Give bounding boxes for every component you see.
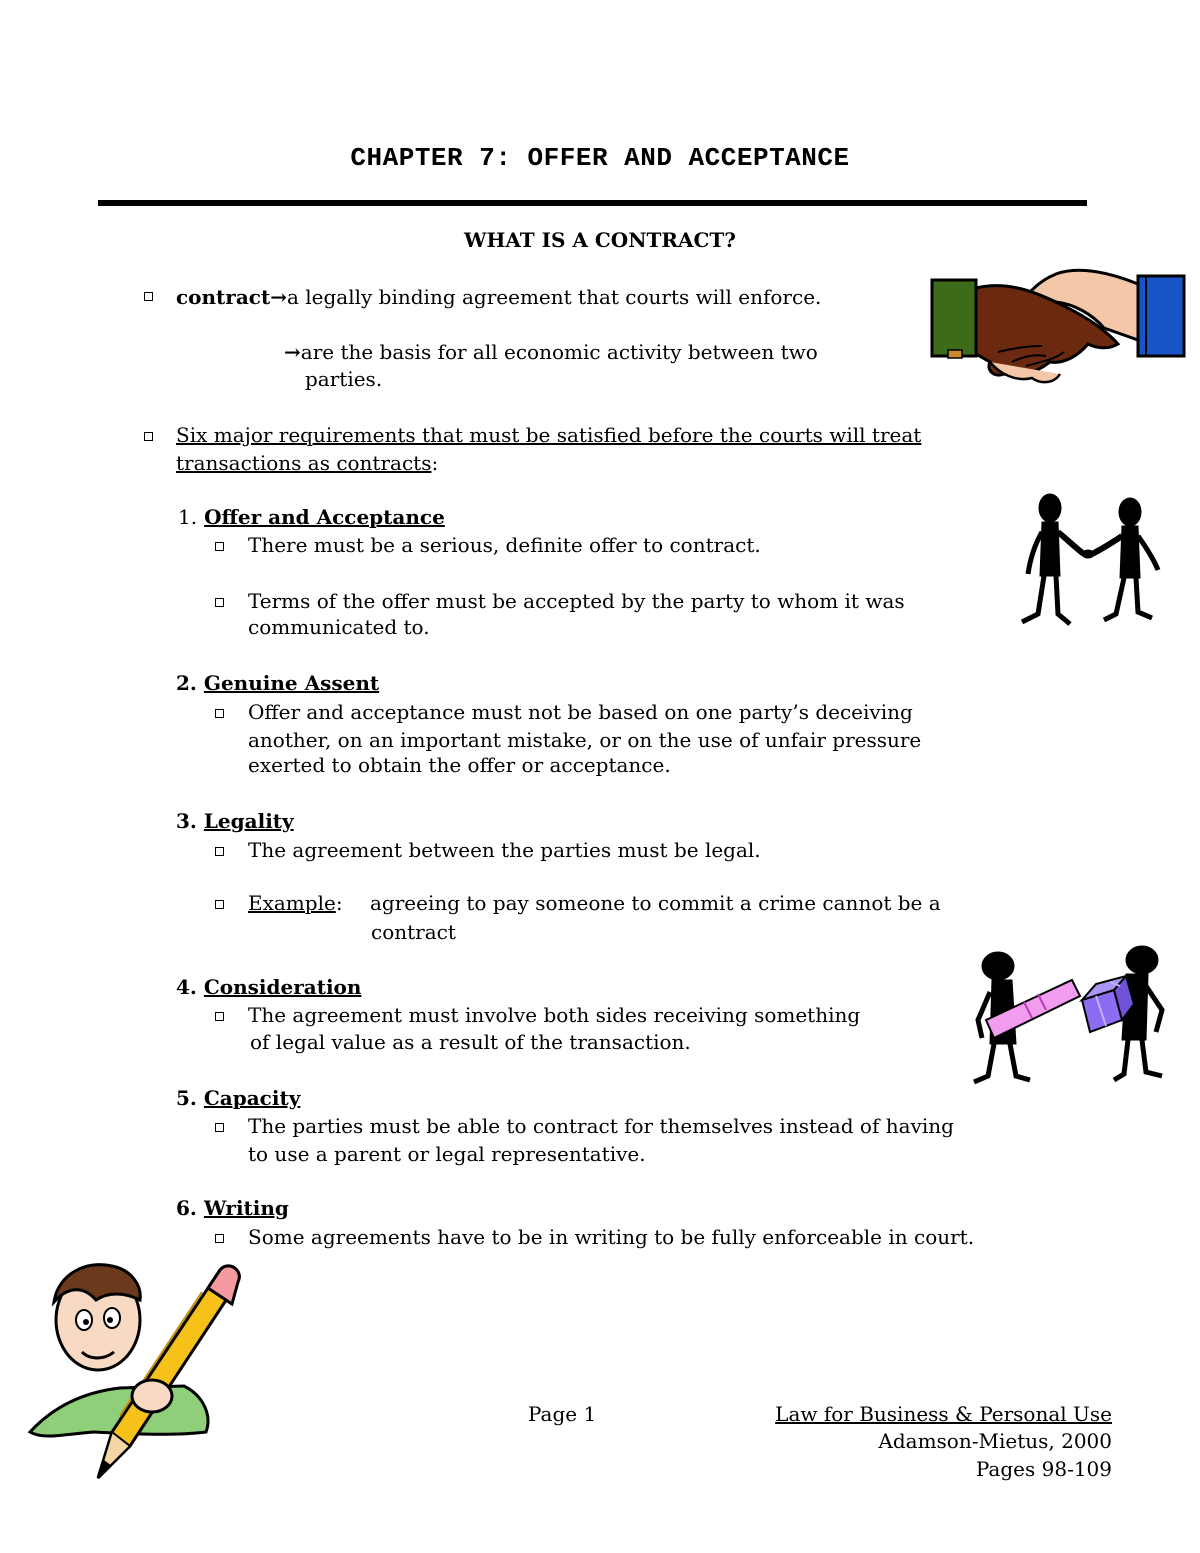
bullet-text: The agreement between the parties must be legal. — [248, 838, 761, 862]
definition-term: contract — [176, 285, 271, 309]
section-heading: WHAT IS A CONTRACT? — [463, 228, 737, 252]
requirement-title: Legality — [203, 809, 294, 833]
example-label: Example — [248, 891, 336, 915]
page-title: CHAPTER 7: OFFER AND ACCEPTANCE — [350, 143, 850, 173]
title-rule — [98, 200, 1087, 206]
arrow-glyph: → — [270, 285, 287, 309]
requirement-title: Capacity — [203, 1086, 301, 1110]
requirement-number: 2. — [176, 671, 197, 695]
bullet-text: The agreement must involve both sides receiving something — [248, 1003, 861, 1027]
bullet-box — [144, 292, 153, 301]
bullet-box — [215, 847, 224, 856]
bullet-box — [215, 1012, 224, 1021]
requirements-intro-line-2: transactions as contracts: — [176, 451, 439, 475]
example-line-1: Example: — [248, 891, 343, 915]
bullet-text: There must be a serious, definite offer to contract. — [248, 533, 761, 557]
requirement-title: Offer and Acceptance — [204, 505, 445, 529]
bullet-text-continued: to use a parent or legal representative. — [248, 1142, 646, 1166]
bullet-text: Terms of the offer must be accepted by the party to whom it was — [248, 589, 905, 613]
requirement-title: Writing — [203, 1196, 289, 1220]
definition-line-1 — [176, 284, 821, 311]
requirement-heading-6 — [176, 1195, 289, 1222]
definition-line-3: parties. — [305, 367, 383, 391]
requirement-heading-1 — [178, 504, 445, 531]
requirement-number: 6. — [176, 1196, 197, 1220]
bullet-text-continued: of legal value as a result of the transaction. — [250, 1030, 691, 1054]
cartoon-man-pencil-icon — [24, 1256, 248, 1482]
bullet-box — [215, 1123, 224, 1132]
bullet-text-continued: exerted to obtain the offer or acceptance. — [248, 753, 671, 777]
book-title: Law for Business & Personal Use — [775, 1402, 1112, 1426]
bullet-box — [215, 900, 224, 909]
handshake-icon — [928, 266, 1188, 390]
book-pages: Pages 98-109 — [975, 1457, 1112, 1481]
bullet-box — [144, 432, 153, 441]
requirement-heading-4 — [176, 974, 361, 1001]
bullet-box — [215, 1234, 224, 1243]
definition-line-2: →are the basis for all economic activity between two — [284, 340, 818, 364]
page-number: Page 1 — [528, 1402, 597, 1426]
arrow-glyph: → — [284, 340, 301, 364]
requirement-heading-5 — [176, 1085, 300, 1112]
stick-figures-gift-exchange-icon — [966, 940, 1172, 1086]
bullet-text: Offer and acceptance must not be based on one party’s deceiving — [248, 700, 913, 724]
bullet-box — [215, 709, 224, 718]
bullet-text-continued: communicated to. — [248, 615, 430, 639]
requirement-number: 5. — [176, 1086, 197, 1110]
requirement-title: Consideration — [203, 975, 362, 999]
book-author: Adamson-Mietus, 2000 — [878, 1429, 1112, 1453]
requirement-heading-2 — [176, 670, 379, 697]
stick-figures-handshake-icon — [1012, 490, 1168, 632]
requirements-intro-line-1: Six major requirements that must be satisfied before the courts will treat — [176, 423, 922, 447]
bullet-box — [215, 598, 224, 607]
bullet-text: Some agreements have to be in writing to be fully enforceable in court. — [248, 1225, 975, 1249]
definition-text: a legally binding agreement that courts will enforce. — [286, 285, 822, 309]
requirement-number: 4. — [176, 975, 197, 999]
bullet-box — [215, 542, 224, 551]
requirement-heading-3 — [176, 808, 294, 835]
bullet-text: The parties must be able to contract for themselves instead of having — [248, 1114, 954, 1138]
requirement-number: 3. — [176, 809, 197, 833]
requirement-number: 1. — [178, 505, 198, 529]
requirement-title: Genuine Assent — [203, 671, 380, 695]
example-text-continued: contract — [371, 920, 456, 944]
example-text: agreeing to pay someone to commit a crime cannot be a — [370, 891, 941, 915]
bullet-text-continued: another, on an important mistake, or on the use of unfair pressure — [248, 728, 922, 752]
